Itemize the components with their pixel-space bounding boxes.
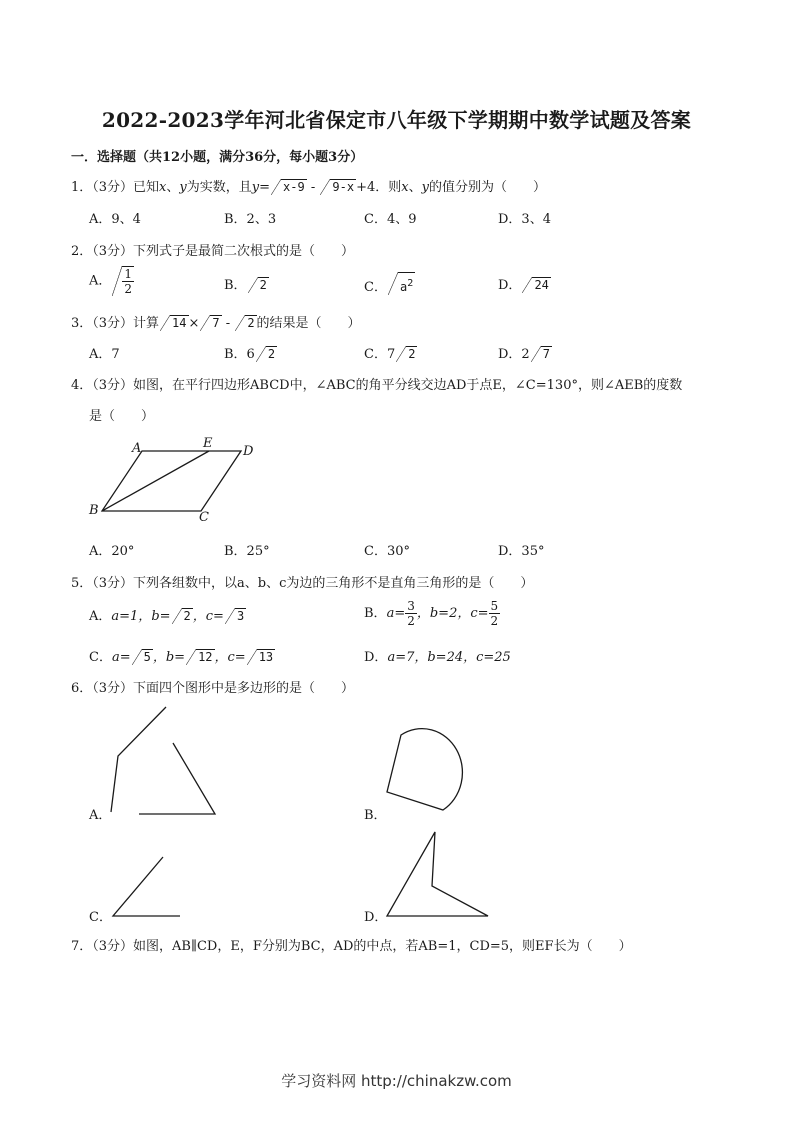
label-c: C [199, 510, 209, 525]
times: × [188, 316, 200, 331]
figure-a-open-angle [139, 743, 215, 814]
q1-option-d[interactable]: D．3、4 [498, 212, 551, 227]
option-label: C． [89, 650, 112, 665]
question-7: 7．（3分）如图，AB∥CD，E，F分别为BC，AD的中点，若AB=1，CD=5，则EF长为（ ） [71, 939, 632, 954]
option-label: A． [89, 273, 112, 289]
radicand: 13 [258, 650, 274, 664]
option-text: a=1， [111, 609, 152, 624]
radicand: 3 [236, 609, 245, 623]
page-title: 2022-2023学年河北省保定市八年级下学期期中数学试题及答案 [101, 108, 692, 132]
radicand-base: a [399, 280, 408, 294]
option-label: A． [89, 609, 112, 624]
figure-b-curved-shape[interactable] [387, 729, 462, 810]
radicand: 24 [534, 278, 549, 292]
q6-option-b-label[interactable]: B． [364, 808, 387, 823]
q3-stem: 的结果是（ ） [256, 316, 361, 331]
exponent: 2 [407, 278, 414, 289]
option-text: ，b= [152, 650, 186, 665]
question-6: 6．（3分）下面四个图形中是多边形的是（ ） [71, 681, 355, 696]
radicand: 2 [267, 347, 276, 361]
option-text: ，b=2，c= [416, 606, 489, 621]
radicand: 14 [172, 316, 187, 330]
denominator: 2 [124, 282, 133, 296]
radicand: 9-x [332, 180, 355, 194]
var-x: x [159, 180, 167, 195]
label-e: E [203, 436, 213, 451]
q4-option-a[interactable]: A．20° [89, 544, 135, 559]
q1-eq: y= [251, 180, 271, 195]
option-text: ，c= [214, 650, 246, 665]
q1-stem: 为实数，且 [186, 180, 252, 195]
radicand: 2 [183, 609, 191, 623]
q1-sep: 、 [408, 180, 422, 195]
question-4-line2: 是（ ） [89, 409, 155, 424]
q1-option-b[interactable]: B．2、3 [224, 212, 277, 227]
var-x: x [401, 180, 409, 195]
option-label: B．6 [224, 347, 255, 362]
radicand: 5 [143, 650, 151, 664]
option-label: C． [364, 280, 387, 295]
radicand: 2 [259, 278, 267, 292]
label-a: A [132, 441, 142, 456]
q6-option-a-label[interactable]: A． [89, 808, 112, 823]
figure-a-open-path [111, 707, 166, 812]
footer-watermark: 学习资料网 http://chinakzw.com [281, 1072, 512, 1090]
radicand: 7 [212, 316, 220, 330]
numerator: 5 [490, 599, 499, 613]
denominator: 2 [407, 614, 415, 628]
option-text: b= [151, 609, 171, 624]
numerator: 3 [407, 599, 415, 613]
question-4-line1: 4．（3分）如图，在平行四边形ABCD中，∠ABC的角平分线交边AD于点E，∠C=130°，则∠AEB的度数 [71, 378, 683, 393]
q4-option-b[interactable]: B．25° [224, 544, 270, 559]
radicand: 2 [247, 316, 255, 330]
label-b: B [89, 503, 99, 518]
minus: - [306, 180, 320, 195]
question-5: 5．（3分）下列各组数中，以a、b、c为边的三角形不是直角三角形的是（ ） [71, 576, 534, 591]
radicand: 7 [542, 347, 550, 361]
q1-stem: +4．则 [356, 180, 402, 195]
option-label: D． [498, 278, 522, 293]
numerator: 1 [124, 267, 133, 281]
q6-option-c-label[interactable]: C． [89, 910, 112, 925]
q1-stem: 1．（3分）已知 [71, 180, 160, 195]
minus: - [221, 316, 235, 331]
q3-stem: 3．（3分）计算 [71, 316, 160, 331]
q3-option-a[interactable]: A．7 [89, 347, 120, 362]
denominator: 2 [490, 614, 499, 628]
option-text: a= [111, 650, 131, 665]
option-text: a= [386, 606, 406, 621]
section-heading: 一．选择题（共12小题，满分36分，每小题3分） [71, 150, 364, 165]
option-label: C．7 [364, 347, 396, 362]
option-text: a=7，b=24，c=25 [387, 650, 511, 665]
q6-option-d-label[interactable]: D． [364, 910, 388, 925]
figure-c-angle[interactable] [113, 857, 180, 916]
option-label: D． [364, 650, 388, 665]
q1-option-a[interactable]: A．9、4 [89, 212, 141, 227]
option-label: B． [224, 278, 247, 293]
var-y: y [421, 180, 429, 195]
q1-stem: 的值分别为（ ） [428, 180, 546, 195]
option-text: ，c= [192, 609, 224, 624]
var-y: y [179, 180, 187, 195]
option-label: B． [364, 606, 387, 621]
question-2: 2．（3分）下列式子是最简二次根式的是（ ） [71, 244, 355, 259]
radicand: 2 [408, 347, 416, 361]
q4-option-c[interactable]: C．30° [364, 544, 410, 559]
radicand: 12 [198, 650, 213, 664]
q1-option-c[interactable]: C．4、9 [364, 212, 417, 227]
figure-d-polygon[interactable] [387, 832, 488, 916]
q4-option-d[interactable]: D．35° [498, 544, 545, 559]
q1-sep: 、 [166, 180, 180, 195]
label-d: D [243, 444, 254, 459]
option-label: D．2 [498, 347, 530, 362]
radicand: x-9 [283, 180, 305, 194]
